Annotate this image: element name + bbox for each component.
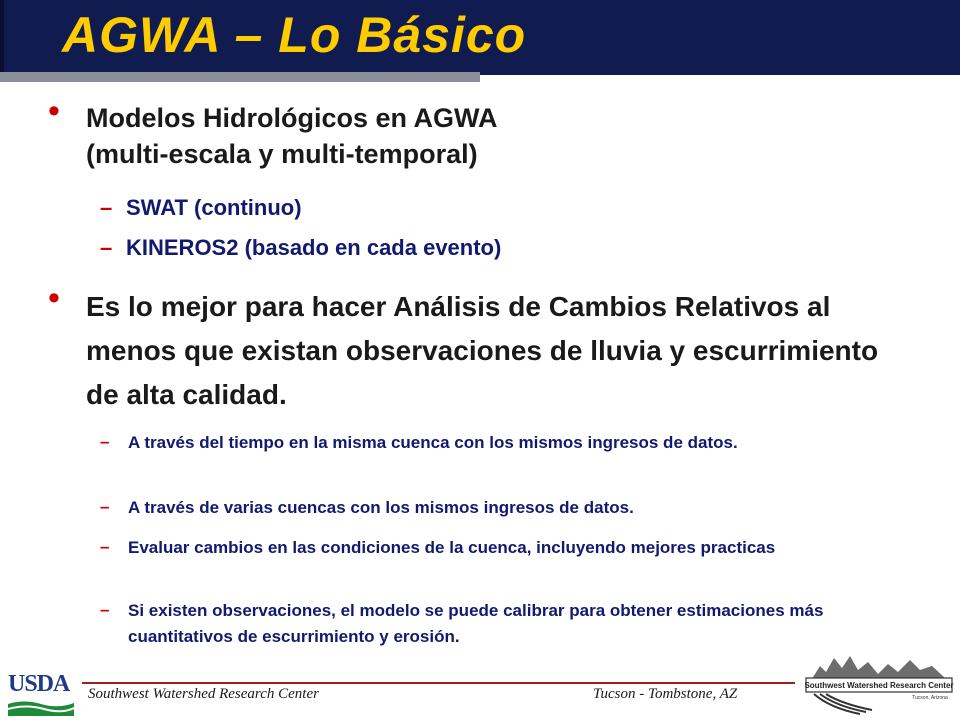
- bullet-2-subitem-1: A través del tiempo en la misma cuenca con los mismos ingresos de datos.: [128, 433, 738, 452]
- bullet-2-subitem-4: Si existen observaciones, el modelo se puede calibrar para obtener estimaciones más cuantitativos de escurrimiento y erosión.: [128, 601, 824, 646]
- bullet-2-subitem-2: A través de varias cuencas con los mismos ingresos de datos.: [128, 498, 634, 517]
- usda-logo: [8, 672, 74, 716]
- bullet-1-subitem-2: KINEROS2 (basado en cada evento): [126, 235, 502, 260]
- dash-icon: –: [100, 537, 110, 556]
- dash-icon: –: [100, 600, 110, 619]
- dash-icon: –: [100, 497, 110, 516]
- bullet-2-subitem-3: Evaluar cambios en las condiciones de la cuenca, incluyendo mejores practicas: [128, 538, 776, 557]
- swrc-logo-text: Southwest Watershed Research Center: [804, 681, 954, 690]
- dash-icon: –: [100, 235, 113, 260]
- dash-icon: –: [100, 432, 110, 451]
- slide-title: AGWA – Lo Básico: [62, 7, 527, 63]
- swrc-logo: [800, 648, 955, 716]
- bullet-1-text: [86, 100, 866, 172]
- bullet-dot-icon: •: [48, 279, 60, 317]
- banner-edge: [0, 0, 4, 75]
- footer-divider: [82, 682, 795, 684]
- dash-icon: –: [100, 195, 113, 220]
- usda-logo-text: USDA: [8, 671, 70, 697]
- swrc-logo-subtext: Tucson, Arizona: [912, 695, 948, 701]
- usda-logo-green-hills-icon: [8, 698, 74, 716]
- bullet-2-text: Es lo mejor para hacer Análisis de Cambios Relativos al menos que existan observaciones de lluvia y escurrimiento de alta calidad.: [86, 291, 879, 410]
- bullet-1-subitem-1: SWAT (continuo): [126, 195, 302, 220]
- footer-location: Tucson - Tombstone, AZ: [593, 686, 738, 702]
- title-accent-bar: [0, 72, 480, 82]
- bullet-dot-icon: •: [48, 92, 60, 130]
- footer-organization: Southwest Watershed Research Center: [88, 686, 319, 702]
- bullet-1-line-2: (multi-escala y multi-temporal): [86, 139, 478, 169]
- bullet-1-line-1: Modelos Hidrológicos en AGWA: [86, 103, 498, 133]
